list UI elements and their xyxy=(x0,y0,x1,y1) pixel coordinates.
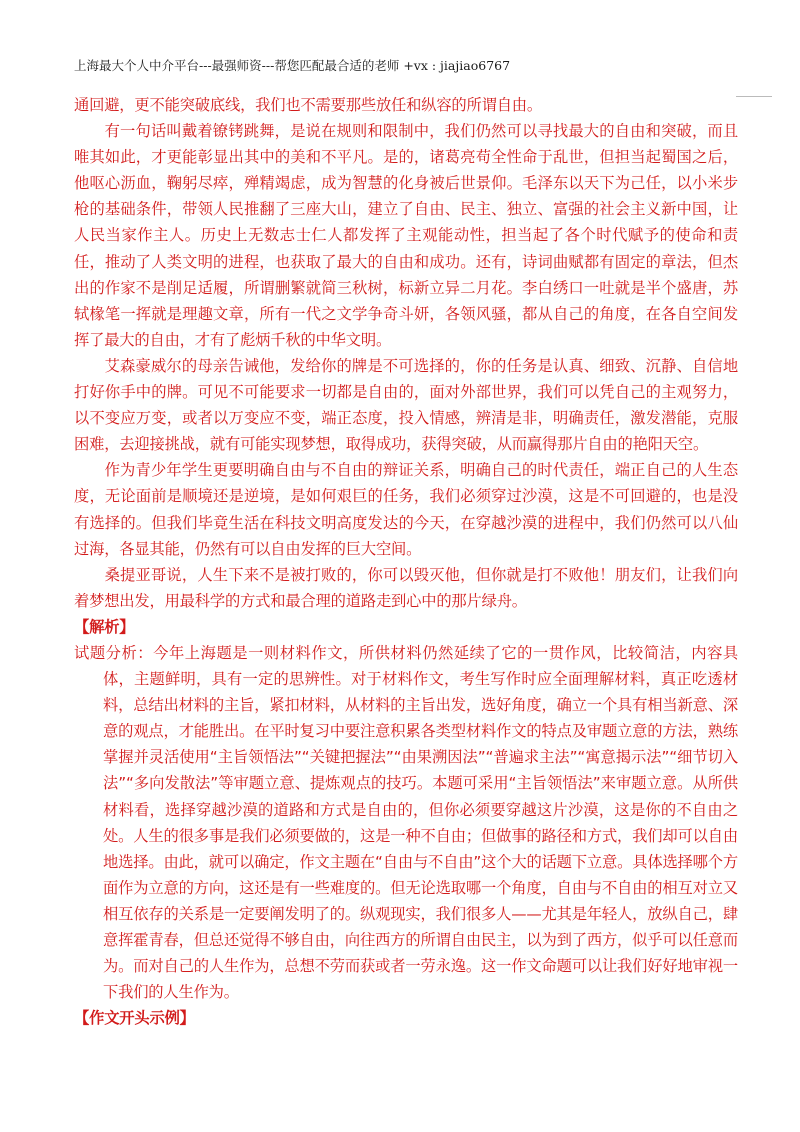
analysis-content: 试题分析：今年上海题是一则材料作文，所供材料仍然延续了它的一贯作风，比较简洁，内容具体，主题鲜明，具有一定的思辨性。对于材料作文，考生写作时应全面理解材料，真正吃透材料，总结出材料的主旨，紧扣材料，从材料的主旨出发，选好角度，确立一个具有相当新意、深意的观点，才能胜出。在平时复习中要注意积累各类型材料作文的特点及审题立意的方法，熟练掌握并灵活使用“主旨领悟法”“关键把握法”“由果溯因法”“普遍求主法”“寓意揭示法”“细节切入法”“多向发散法”等审题立意、提炼观点的技巧。本题可采用“主旨领悟法”来审题立意。从所供材料看，选择穿越沙漠的道路和方式是自由的，但你必须要穿越这片沙漠，这是你的不自由之处。人生的很多事是我们必须要做的，这是一种不自由；但做事的路径和方式，我们却可以自由地选择。由此，就可以确定，作文主题在“自由与不自由”这个大的话题下立意。具体选择哪个方面作为立意的方向，这还是有一些难度的。但无论选取哪一个角度，自由与不自由的相互对立又相互依存的关系是一定要阐发明了的。纵观现实，我们很多人——尤其是年轻人，放纵自己，肆意挥霍青春，但总还觉得不够自由，向往西方的所谓自由民主，以为到了西方，似乎可以任意而为。而对自己的人生作为，总想不劳而获或者一劳永逸。这一作文命题可以让我们好好地审视一下我们的人生作为。 xyxy=(74,643,738,1002)
example-opening-label: 【作文开头示例】 xyxy=(74,1009,195,1028)
paragraph-eisenhower: 艾森豪威尔的母亲告诫他，发给你的牌是不可选择的，你的任务是认真、细致、沉静、自信地打好你手中的牌。可见不可能要求一切都是自由的，面对外部世界，我们可以凭自己的主观努力，以不变应万变，或者以万变应不变，端正态度，投入情感，辨清是非，明确责任，激发潜能，克服困难，去迎接挑战，就有可能实现梦想，取得成功，获得突破，从而赢得那片自由的艳阳天空。 xyxy=(74,356,738,454)
page-header: 上海最大个人中介平台---最强师资---帮您匹配最合适的老师 +vx : jiajiao6767 xyxy=(74,58,511,73)
analysis-text xyxy=(74,640,738,1005)
paragraph-dancing-in-shackles: 有一句话叫戴着镣铐跳舞，是说在规则和限制中，我们仍然可以寻找最大的自由和突破，而且唯其如此，才更能彰显出其中的美和不平凡。是的，诸葛亮苟全性命于乱世，但担当起蜀国之后，他呕心沥血，鞠躬尽瘁，殚精竭虑，成为智慧的化身被后世景仰。毛泽东以天下为己任，以小米步枪的基础条件，带领人民推翻了三座大山，建立了自由、民主、独立、富强的社会主义新中国，让人民当家作主人。历史上无数志士仁人都发挥了主观能动性，担当起了各个时代赋予的使命和责任，推动了人类文明的进程，也获取了最大的自由和成功。还有，诗词曲赋都有固定的章法，但杰出的作家不是削足适履，所谓删繁就简三秋树，标新立异二月花。李白绣口一吐就是半个盛唐，苏轼椽笔一挥就是理趣文章，所有一代之文学争奇斗妍，各领风骚，都从自己的角度，在各自空间发挥了最大的自由，才有了彪炳千秋的中华文明。 xyxy=(74,122,738,349)
paragraph-santiago: 桑提亚哥说，人生下来不是被打败的，你可以毁灭他，但你就是打不败他！朋友们，让我们向着梦想出发，用最科学的方式和最合理的道路走到心中的那片绿舟。 xyxy=(74,565,738,610)
header-rule xyxy=(736,96,772,97)
paragraph-continuation: 通回避，更不能突破底线，我们也不需要那些放任和纵容的所谓自由。 xyxy=(74,96,543,114)
essay-body xyxy=(74,92,738,1031)
paragraph-youth: 作为青少年学生更要明确自由与不自由的辩证关系，明确自己的时代责任，端正自己的人生态度，无论面前是顺境还是逆境，是如何艰巨的任务，我们必须穿过沙漠，这是不可回避的，也是没有选择的。但我们毕竟生活在科技文明高度发达的今天，在穿越沙漠的进程中，我们仍然可以八仙过海，各显其能，仍然有可以自由发挥的巨大空间。 xyxy=(74,461,738,558)
analysis-label: 【解析】 xyxy=(74,617,135,636)
